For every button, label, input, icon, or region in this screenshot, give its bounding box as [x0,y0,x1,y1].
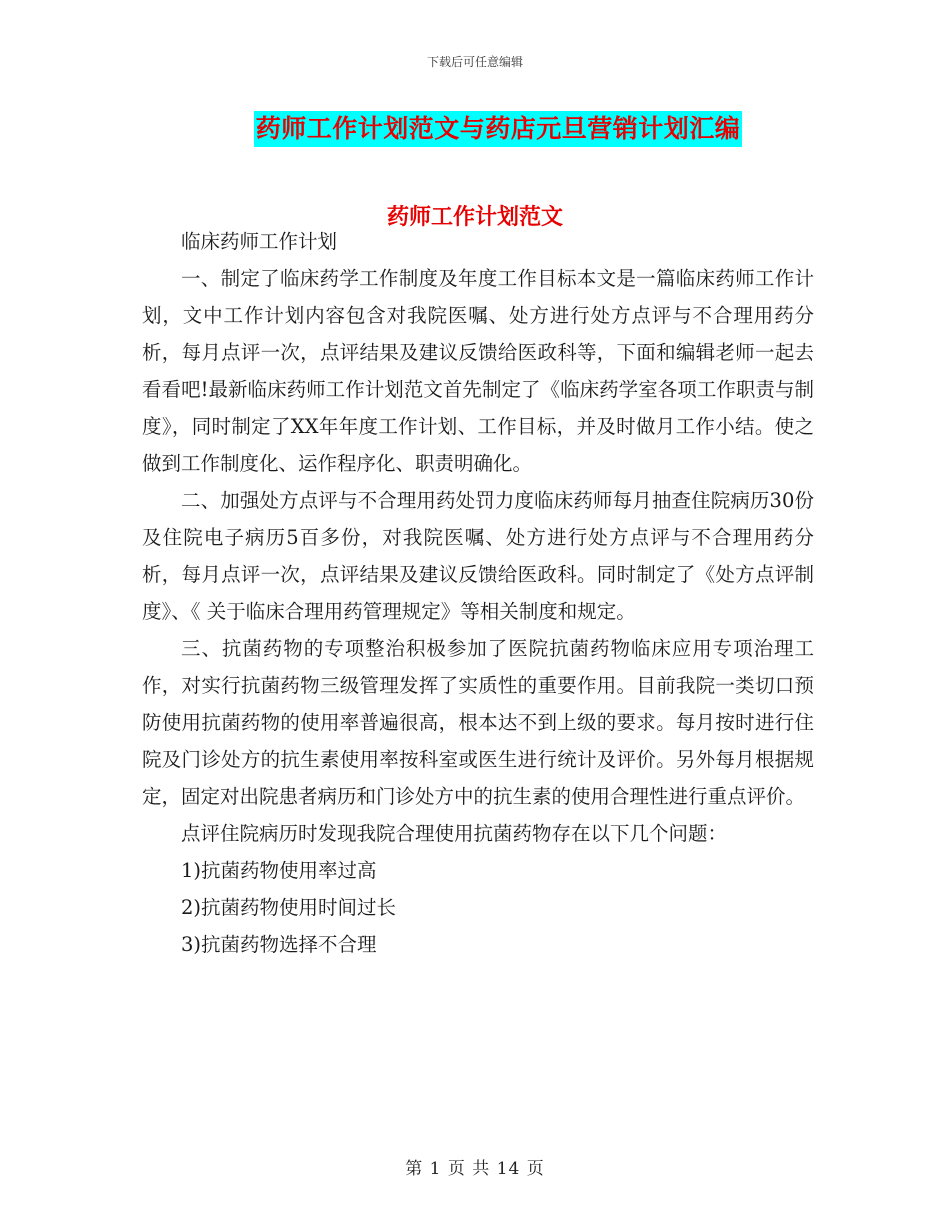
page-footer: 第 1 页 共 14 页 [405,1159,545,1179]
document-main-title: 药师工作计划范文与药店元旦营销计划汇编 [254,111,743,147]
list-item: 3)抗菌药物选择不合理 [181,933,377,956]
document-body [142,223,814,963]
section-title: 药师工作计划范文 [386,204,563,230]
paragraph-subtitle: 临床药师工作计划 [181,230,338,253]
list-item: 1)抗菌药物使用率过高 [181,859,377,882]
paragraph: 二、加强处方点评与不合理用药处罚力度临床药师每月抽查住院病历30份及住院电子病历5百多份，对我院医嘱、处方进行处方点评与不合理用药分析，每月点评一次，点评结果及建议反馈给医政科。同时制定了《处方点评制度》、《 关于临床合理用药管理规定》等相关制度和规定。 [142,489,814,623]
paragraph: 点评住院病历时发现我院合理使用抗菌药物存在以下几个问题： [181,822,728,845]
list-item: 2)抗菌药物使用时间过长 [181,896,397,919]
header-note: 下载后可任意编辑 [426,55,523,69]
paragraph: 一、制定了临床药学工作制度及年度工作目标本文是一篇临床药师工作计划，文中工作计划内容包含对我院医嘱、处方进行处方点评与不合理用药分析，每月点评一次，点评结果及建议反馈给医政科等，下面和编辑老师一起去看看吧!最新临床药师工作计划范文首先制定了《临床药学室各项工作职责与制度》，同时制定了XX年年度工作计划、工作目标，并及时做月工作小结。使之做到工作制度化、运作程序化、职责明确化。 [142,267,814,475]
paragraph: 三、抗菌药物的专项整治积极参加了医院抗菌药物临床应用专项治理工作，对实行抗菌药物三级管理发挥了实质性的重要作用。目前我院一类切口预防使用抗菌药物的使用率普遍很高，根本达不到上级的要求。每月按时进行住院及门诊处方的抗生素使用率按科室或医生进行统计及评价。另外每月根据规定，固定对出院患者病历和门诊处方中的抗生素的使用合理性进行重点评价。 [142,637,814,808]
main-title-container [0,111,950,147]
